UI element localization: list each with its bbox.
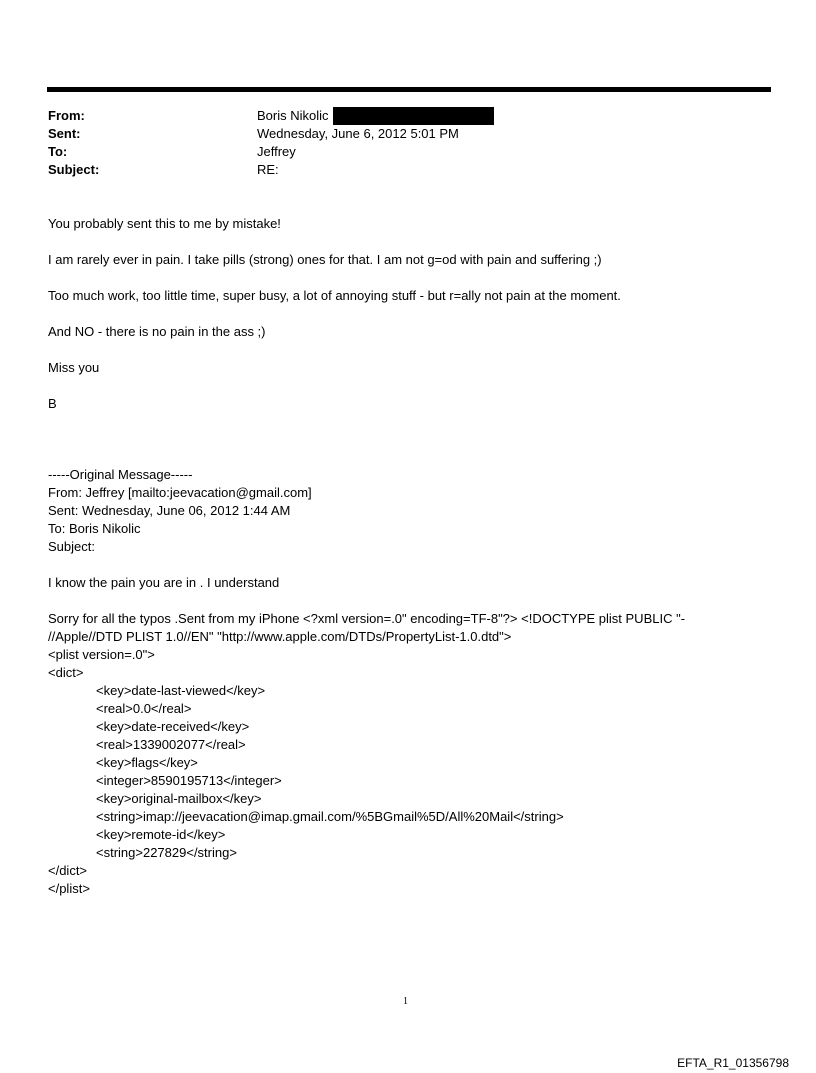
signature: B <box>48 396 57 411</box>
xml-line: <key>flags</key> <box>96 755 198 770</box>
to-value: Jeffrey <box>257 144 296 159</box>
original-body-line: //Apple//DTD PLIST 1.0//EN" "http://www.apple.com/DTDs/PropertyList-1.0.dtd"> <box>48 629 512 644</box>
xml-line: <string>227829</string> <box>96 845 237 860</box>
from-label: From: <box>48 108 85 123</box>
reply-line: You probably sent this to me by mistake! <box>48 216 281 231</box>
plist-open: <plist version=.0"> <box>48 647 155 662</box>
from-name: Boris Nikolic <box>257 108 329 123</box>
original-divider: -----Original Message----- <box>48 467 193 482</box>
xml-line: <key>date-received</key> <box>96 719 250 734</box>
dict-open: <dict> <box>48 665 84 680</box>
page-number: 1 <box>403 996 408 1007</box>
xml-line: <key>remote-id</key> <box>96 827 226 842</box>
subject-value: RE: <box>257 162 279 177</box>
sent-label: Sent: <box>48 126 81 141</box>
original-body-line: I know the pain you are in . I understand <box>48 575 280 590</box>
original-body-line: Sorry for all the typos .Sent from my iPhone <?xml version=.0" encoding=TF-8"?> <!DOCTYPE plist PUBLIC "- <box>48 611 686 626</box>
subject-label: Subject: <box>48 162 100 177</box>
bates-number: EFTA_R1_01356798 <box>677 1056 789 1070</box>
to-label: To: <box>48 144 68 159</box>
reply-line: Miss you <box>48 360 100 375</box>
sent-value: Wednesday, June 6, 2012 5:01 PM <box>257 126 459 141</box>
header-rule <box>47 87 771 92</box>
xml-line: <real>0.0</real> <box>96 701 192 716</box>
xml-line: <real>1339002077</real> <box>96 737 246 752</box>
xml-line: <integer>8590195713</integer> <box>96 773 282 788</box>
dict-close: </dict> <box>48 863 88 878</box>
original-from: From: Jeffrey [mailto:jeevacation@gmail.com] <box>48 485 312 500</box>
original-subject: Subject: <box>48 539 95 554</box>
original-to: To: Boris Nikolic <box>48 521 141 536</box>
from-value <box>257 107 494 125</box>
xml-line: <string>imap://jeevacation@imap.gmail.com/%5BGmail%5D/All%20Mail</string> <box>96 809 564 824</box>
xml-line: <key>date-last-viewed</key> <box>96 683 266 698</box>
reply-line: And NO - there is no pain in the ass ;) <box>48 324 266 339</box>
reply-line: Too much work, too little time, super busy, a lot of annoying stuff - but r=ally not pain at the moment. <box>48 288 621 303</box>
original-sent: Sent: Wednesday, June 06, 2012 1:44 AM <box>48 503 291 518</box>
reply-line: I am rarely ever in pain. I take pills (strong) ones for that. I am not g=od with pain and suffering ;) <box>48 252 602 267</box>
redaction-box <box>333 107 494 125</box>
xml-line: <key>original-mailbox</key> <box>96 791 262 806</box>
plist-close: </plist> <box>48 881 90 896</box>
